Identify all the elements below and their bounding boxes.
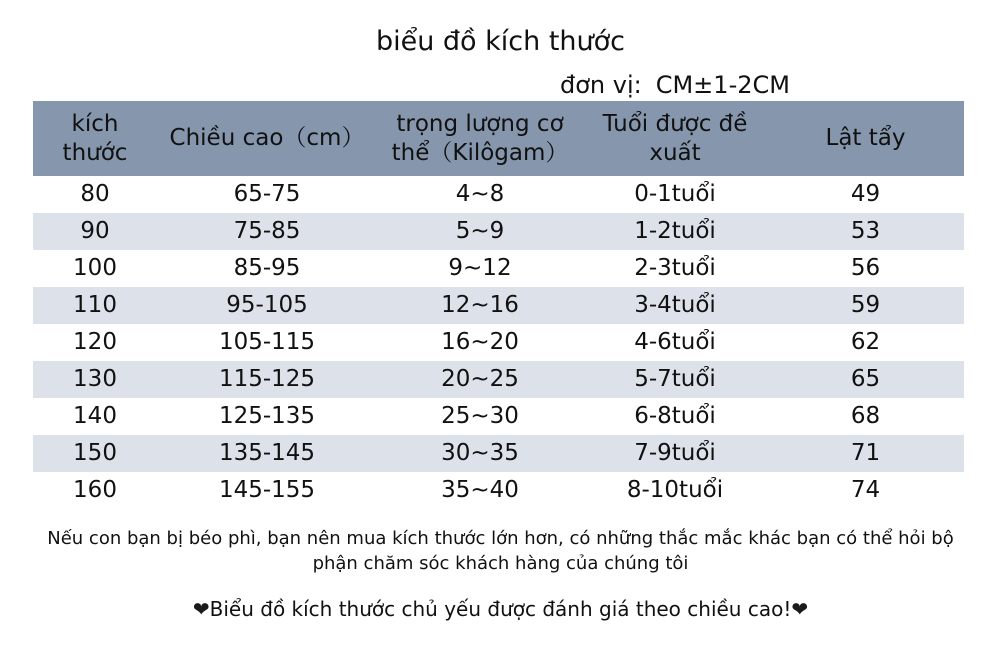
table-cell: 68 <box>767 398 964 435</box>
unit-label: đơn vị: <box>560 71 642 99</box>
heart-icon: ❤ <box>791 597 809 621</box>
table-cell: 59 <box>767 287 964 324</box>
table-cell: 9~12 <box>377 250 583 287</box>
table-cell: 80 <box>33 176 157 213</box>
table-cell: 4~8 <box>377 176 583 213</box>
unit-value: CM±1-2CM <box>655 71 790 99</box>
table-row <box>33 213 964 250</box>
page-title: biểu đồ kích thước <box>375 26 626 57</box>
table-row <box>33 435 964 472</box>
table-cell: 0-1tuổi <box>583 176 767 213</box>
table-cell: 85-95 <box>157 250 377 287</box>
table-cell: 53 <box>767 213 964 250</box>
table-cell: 3-4tuổi <box>583 287 767 324</box>
table-body <box>33 176 964 509</box>
footer-text: Biểu đồ kích thước chủ yếu được đánh giá theo chiều cao! <box>209 597 792 621</box>
size-chart-table <box>33 101 964 509</box>
table-cell: 16~20 <box>377 324 583 361</box>
table-cell: 5~9 <box>377 213 583 250</box>
header-row <box>33 101 964 176</box>
obesity-note: Nếu con bạn bị béo phì, bạn nên mua kích thước lớn hơn, có những thắc mắc khác bạn có thể hỏi bộ phận chăm sóc khách hàng của chúng tôi <box>47 528 954 574</box>
table-cell: 74 <box>767 472 964 509</box>
table-cell: 1-2tuổi <box>583 213 767 250</box>
table-cell: 125-135 <box>157 398 377 435</box>
table-cell: 145-155 <box>157 472 377 509</box>
table-cell: 7-9tuổi <box>583 435 767 472</box>
table-cell: 35~40 <box>377 472 583 509</box>
table-cell: 4-6tuổi <box>583 324 767 361</box>
table-row <box>33 324 964 361</box>
table-cell: 150 <box>33 435 157 472</box>
table-cell: 95-105 <box>157 287 377 324</box>
column-header: Tuổi được đề xuất <box>583 101 767 176</box>
table-cell: 65 <box>767 361 964 398</box>
table-cell: 65-75 <box>157 176 377 213</box>
table-cell: 90 <box>33 213 157 250</box>
table-cell: 12~16 <box>377 287 583 324</box>
table-cell: 120 <box>33 324 157 361</box>
table-row <box>33 361 964 398</box>
footer-note <box>0 594 1001 624</box>
table-cell: 2-3tuổi <box>583 250 767 287</box>
table-row <box>33 250 964 287</box>
table-header <box>33 101 964 176</box>
table-cell: 5-7tuổi <box>583 361 767 398</box>
column-header: trọng lượng cơ thể（Kilôgam） <box>377 101 583 176</box>
table-cell: 56 <box>767 250 964 287</box>
table-cell: 20~25 <box>377 361 583 398</box>
table-cell: 62 <box>767 324 964 361</box>
table-cell: 8-10tuổi <box>583 472 767 509</box>
table-cell: 115-125 <box>157 361 377 398</box>
table-cell: 30~35 <box>377 435 583 472</box>
table-cell: 160 <box>33 472 157 509</box>
table-cell: 25~30 <box>377 398 583 435</box>
table-row <box>33 287 964 324</box>
table-cell: 6-8tuổi <box>583 398 767 435</box>
table-cell: 100 <box>33 250 157 287</box>
table-cell: 135-145 <box>157 435 377 472</box>
table-row <box>33 472 964 509</box>
table-cell: 75-85 <box>157 213 377 250</box>
table-row <box>33 398 964 435</box>
column-header: Lật tẩy <box>767 101 964 176</box>
unit-note <box>560 68 790 102</box>
table-cell: 71 <box>767 435 964 472</box>
table-cell: 140 <box>33 398 157 435</box>
heart-icon: ❤ <box>192 597 210 621</box>
table-cell: 49 <box>767 176 964 213</box>
column-header: kích thước <box>33 101 157 176</box>
table-cell: 105-115 <box>157 324 377 361</box>
table-row <box>33 176 964 213</box>
table-cell: 130 <box>33 361 157 398</box>
table-cell: 110 <box>33 287 157 324</box>
column-header: Chiều cao（cm） <box>157 101 377 176</box>
